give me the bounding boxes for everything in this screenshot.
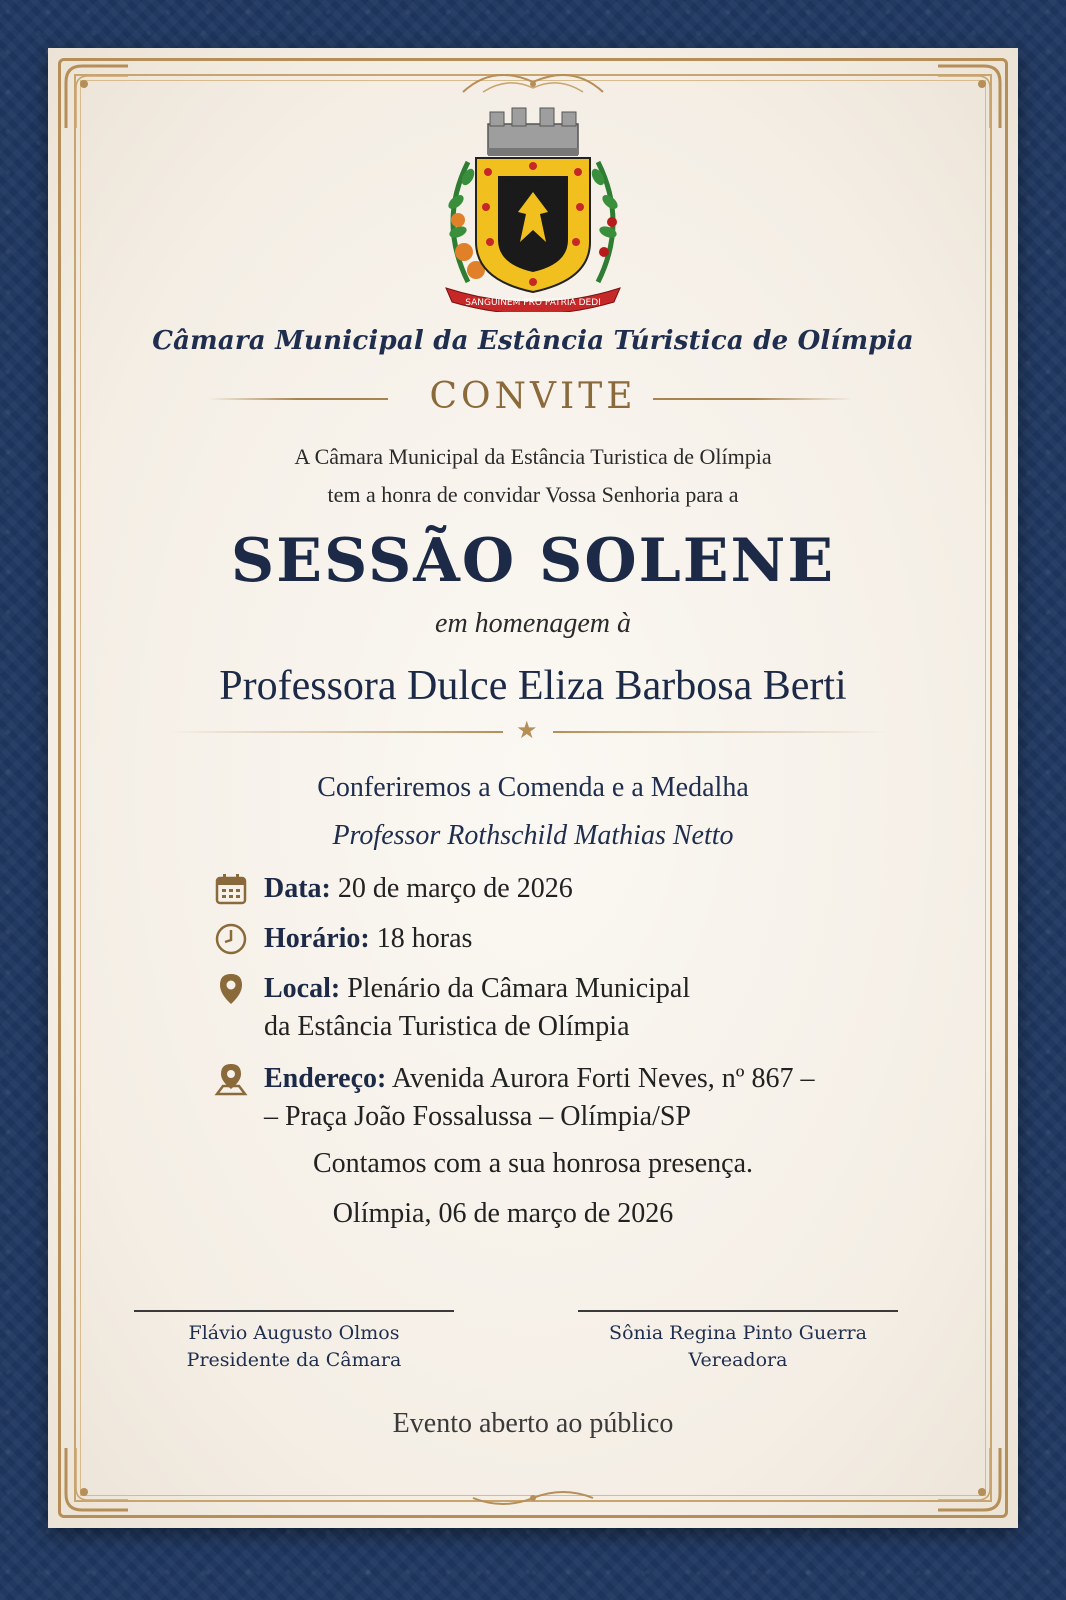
- top-scroll-ornament-icon: [453, 62, 613, 102]
- signatory-name: Flávio Augusto Olmos: [188, 1322, 400, 1344]
- star-divider: [168, 716, 888, 744]
- address-pin-icon: [214, 1062, 248, 1096]
- date-label: Data:: [264, 873, 331, 904]
- place-label: Local:: [264, 973, 341, 1004]
- footer-note: Evento aberto ao público: [392, 1408, 674, 1439]
- closing-text: Contamos com a sua honrosa presença.: [312, 1148, 754, 1179]
- signatory-name: Sônia Regina Pinto Guerra: [609, 1322, 867, 1344]
- address-label: Endereço:: [264, 1063, 387, 1094]
- location-pin-icon: [214, 972, 248, 1006]
- address-value-continued: – Praça João Fossalussa – Olímpia/SP: [264, 1101, 691, 1132]
- award-text: [48, 764, 1018, 860]
- signatory-role: Presidente da Câmara: [186, 1349, 402, 1371]
- time-value: 18 horas: [376, 923, 473, 954]
- corner-ornament-icon: [62, 1444, 132, 1514]
- signature-block: [134, 1310, 454, 1374]
- event-title: SESSÃO SOLENE: [230, 526, 836, 596]
- star-icon: ★: [516, 716, 538, 744]
- calendar-icon: [214, 872, 248, 906]
- award-line: Conferiremos a Comenda e a Medalha: [317, 772, 749, 803]
- homage-text: em homenagem à: [435, 608, 631, 639]
- bottom-scroll-ornament-icon: [468, 1486, 598, 1510]
- crest-motto: SANGUINEM PRO PATRIA DEDI: [465, 298, 601, 308]
- place-value: Plenário da Câmara Municipal: [347, 973, 691, 1004]
- signature-block: [578, 1310, 898, 1374]
- corner-ornament-icon: [934, 1444, 1004, 1514]
- corner-ornament-icon: [934, 62, 1004, 132]
- time-label: Horário:: [264, 923, 370, 954]
- dateline: Olímpia, 06 de março de 2026: [332, 1198, 674, 1229]
- address-value: Avenida Aurora Forti Neves, nº 867 –: [391, 1063, 815, 1094]
- intro-text: [48, 438, 1018, 514]
- award-name: Professor Rothschild Mathias Netto: [332, 820, 734, 851]
- signatory-role: Vereadora: [688, 1349, 788, 1371]
- intro-line: A Câmara Municipal da Estância Turistica de Olímpia: [294, 444, 772, 469]
- intro-line: tem a honra de convidar Vossa Senhoria para a: [327, 482, 739, 507]
- signature-line: [134, 1310, 454, 1312]
- date-value: 20 de março de 2026: [337, 873, 573, 904]
- honoree-name: Professora Dulce Eliza Barbosa Berti: [219, 663, 847, 709]
- divider: [653, 398, 853, 400]
- invitation-card: [48, 48, 1018, 1528]
- coat-of-arms-icon: [428, 102, 638, 312]
- signature-line: [578, 1310, 898, 1312]
- corner-ornament-icon: [62, 62, 132, 132]
- institution-name: Câmara Municipal da Estância Túristica de Olímpia: [152, 326, 914, 356]
- heading-row: [48, 376, 1018, 420]
- clock-icon: [214, 922, 248, 956]
- place-value-continued: da Estância Turistica de Olímpia: [264, 1011, 630, 1042]
- invitation-heading: CONVITE: [429, 376, 637, 417]
